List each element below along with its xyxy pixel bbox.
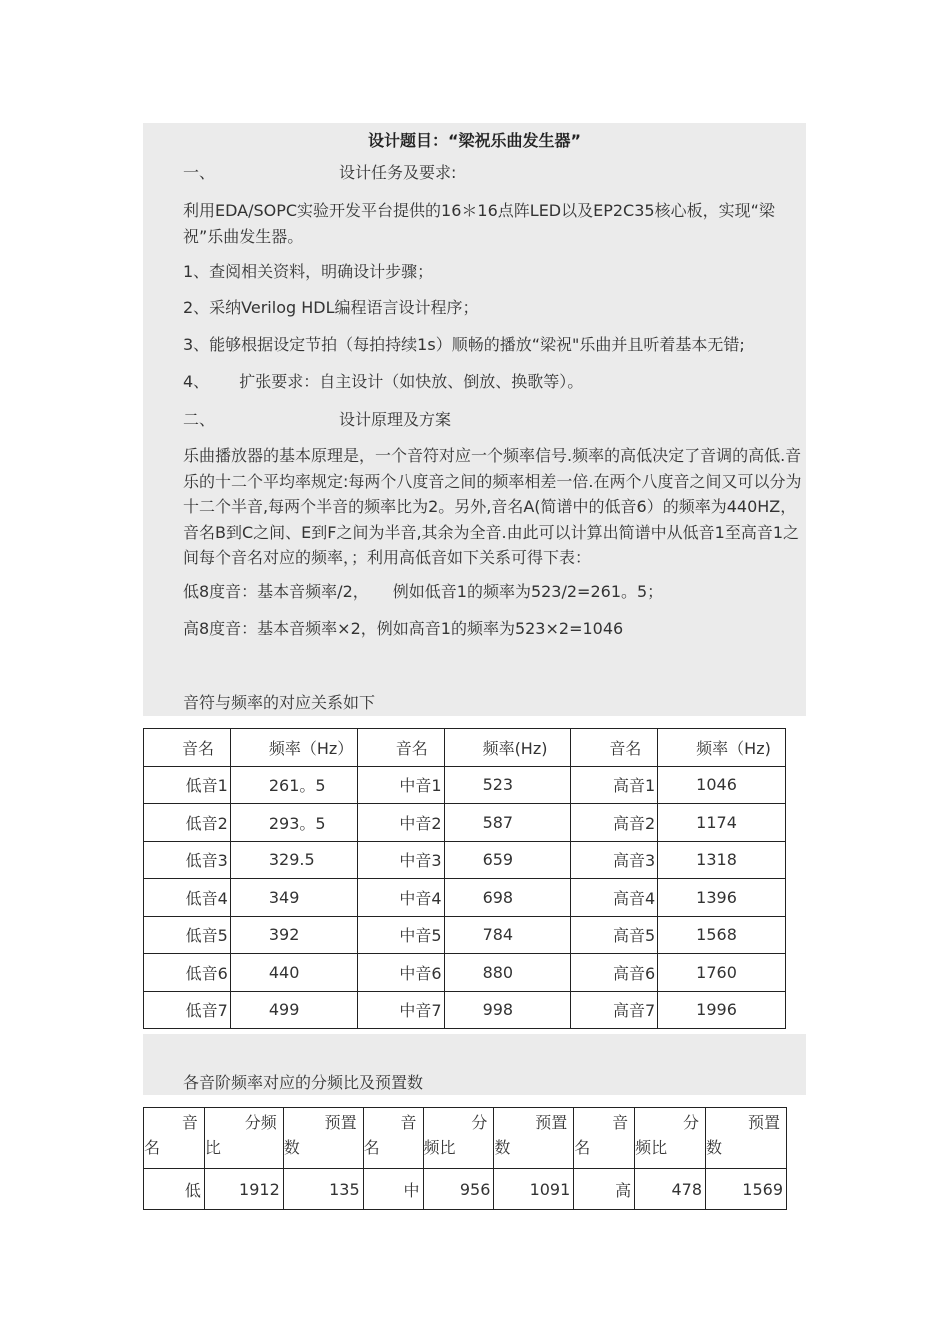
table-1-caption: 音符与频率的对应关系如下 — [183, 693, 376, 712]
ratio-cell: 1912 — [204, 1169, 283, 1210]
note-name-cell: 低音6 — [144, 954, 231, 992]
note-name-cell: 中音2 — [357, 804, 444, 842]
header-cell: 分 频比 — [635, 1108, 706, 1169]
high-octave-rule: 高8度音：基本音频率×2，例如高音1的频率为523×2=1046 — [183, 619, 624, 638]
table-row — [144, 991, 786, 1029]
requirement-4 — [183, 372, 583, 392]
table-row — [144, 954, 786, 992]
requirement-2: 2、采纳Verilog HDL编程语言设计程序； — [183, 298, 479, 317]
header-cell: 预置 数 — [494, 1108, 574, 1169]
table-row — [144, 804, 786, 842]
note-name-cell: 低音1 — [144, 766, 231, 804]
frequency-cell: 880 — [444, 954, 571, 992]
note-name-cell: 低音3 — [144, 841, 231, 879]
frequency-cell: 1568 — [658, 916, 786, 954]
frequency-cell: 659 — [444, 841, 571, 879]
note-name-cell: 高音1 — [571, 766, 658, 804]
frequency-table — [143, 728, 786, 1029]
header-cell: 分 频比 — [423, 1108, 494, 1169]
low-octave-example: 例如低音1的频率为523/2=261。5； — [392, 582, 664, 601]
note-cell: 中 — [363, 1169, 423, 1210]
header-cell: 音 名 — [144, 1108, 205, 1169]
frequency-cell: 293。5 — [230, 804, 357, 842]
table-header-row — [144, 729, 786, 767]
requirement-1: 1、查阅相关资料，明确设计步骤； — [183, 262, 434, 281]
note-name-cell: 低音7 — [144, 991, 231, 1029]
requirement-4-number: 4、 — [183, 372, 210, 391]
header-note-name: 音名 — [571, 729, 658, 767]
note-name-cell: 高音6 — [571, 954, 658, 992]
header-frequency: 频率（Hz) — [658, 729, 786, 767]
frequency-cell: 440 — [230, 954, 357, 992]
table-row — [144, 766, 786, 804]
doc-title: 设计题目：“梁祝乐曲发生器” — [367, 131, 582, 150]
preset-cell: 1569 — [706, 1169, 787, 1210]
frequency-cell: 998 — [444, 991, 571, 1029]
preset-cell: 1091 — [494, 1169, 574, 1210]
note-cell: 高 — [574, 1169, 635, 1210]
frequency-cell: 1318 — [658, 841, 786, 879]
preset-cell: 135 — [283, 1169, 363, 1210]
header-cell: 预置 数 — [283, 1108, 363, 1169]
section-2-number: 二、 — [183, 410, 216, 429]
note-name-cell: 高音2 — [571, 804, 658, 842]
frequency-cell: 1396 — [658, 879, 786, 917]
divider-header-row — [144, 1108, 787, 1169]
frequency-cell: 1174 — [658, 804, 786, 842]
note-name-cell: 低音2 — [144, 804, 231, 842]
frequency-cell: 1996 — [658, 991, 786, 1029]
low-octave-rule-text: 低8度音：基本音频率/2， — [183, 582, 369, 601]
header-frequency: 频率（Hz） — [230, 729, 357, 767]
requirement-4-text: 扩张要求：自主设计（如快放、倒放、换歌等）。 — [239, 372, 584, 391]
table-row — [144, 841, 786, 879]
note-name-cell: 中音5 — [357, 916, 444, 954]
frequency-cell: 329.5 — [230, 841, 357, 879]
intro-paragraph: 利用EDA/SOPC实验开发平台提供的16＊16点阵LED以及EP2C35核心板，实现“梁祝”乐曲发生器。 — [183, 201, 775, 246]
frequency-cell: 698 — [444, 879, 571, 917]
frequency-cell: 349 — [230, 879, 357, 917]
note-cell: 低 — [144, 1169, 205, 1210]
note-name-cell: 低音5 — [144, 916, 231, 954]
divider-table — [143, 1107, 787, 1210]
note-name-cell: 低音4 — [144, 879, 231, 917]
ratio-cell: 478 — [635, 1169, 706, 1210]
principle-paragraph: 乐曲播放器的基本原理是，一个音符对应一个频率信号.频率的高低决定了音调的高低.音乐的十二个平均率规定:每两个八度音之间的频率相差一倍.在两个八度音之间又可以分为十二个半音,每两个半音的频率比为2。另外,音名A(简谱中的低音6）的频率为440HZ，音名B到C之间、E到F之间为半音,其余为全音.由此可以计算出简谱中从低音1至高音1之间每个音名对应的频率，；利用高低音如下关系可得下表： — [183, 446, 802, 567]
note-name-cell: 高音3 — [571, 841, 658, 879]
frequency-cell: 1760 — [658, 954, 786, 992]
requirement-3: 3、能够根据设定节拍（每拍持续1s）顺畅的播放“梁祝"乐曲并且听着基本无错; — [183, 335, 745, 354]
note-name-cell: 高音7 — [571, 991, 658, 1029]
section-1-number: 一、 — [183, 163, 216, 182]
table-row — [144, 1169, 787, 1210]
frequency-cell: 784 — [444, 916, 571, 954]
header-note-name: 音名 — [144, 729, 231, 767]
table-2-caption: 各音阶频率对应的分频比及预置数 — [183, 1073, 424, 1092]
frequency-cell: 587 — [444, 804, 571, 842]
note-name-cell: 中音1 — [357, 766, 444, 804]
note-name-cell: 中音3 — [357, 841, 444, 879]
section-2-heading — [183, 410, 451, 430]
frequency-cell: 392 — [230, 916, 357, 954]
header-cell: 预置 数 — [706, 1108, 787, 1169]
frequency-cell: 1046 — [658, 766, 786, 804]
note-name-cell: 高音4 — [571, 879, 658, 917]
header-note-name: 音名 — [357, 729, 444, 767]
header-cell: 音 名 — [363, 1108, 423, 1169]
section-2-title: 设计原理及方案 — [339, 410, 452, 429]
note-name-cell: 中音4 — [357, 879, 444, 917]
header-frequency: 频率(Hz) — [444, 729, 571, 767]
table-row — [144, 916, 786, 954]
low-octave-rule — [183, 582, 663, 602]
note-name-cell: 高音5 — [571, 916, 658, 954]
ratio-cell: 956 — [423, 1169, 494, 1210]
frequency-cell: 523 — [444, 766, 571, 804]
section-1-heading — [183, 163, 456, 183]
section-1-title: 设计任务及要求: — [339, 163, 457, 182]
frequency-cell: 261。5 — [230, 766, 357, 804]
table-row — [144, 879, 786, 917]
header-cell: 分频 比 — [204, 1108, 283, 1169]
note-name-cell: 中音7 — [357, 991, 444, 1029]
frequency-cell: 499 — [230, 991, 357, 1029]
header-cell: 音 名 — [574, 1108, 635, 1169]
note-name-cell: 中音6 — [357, 954, 444, 992]
